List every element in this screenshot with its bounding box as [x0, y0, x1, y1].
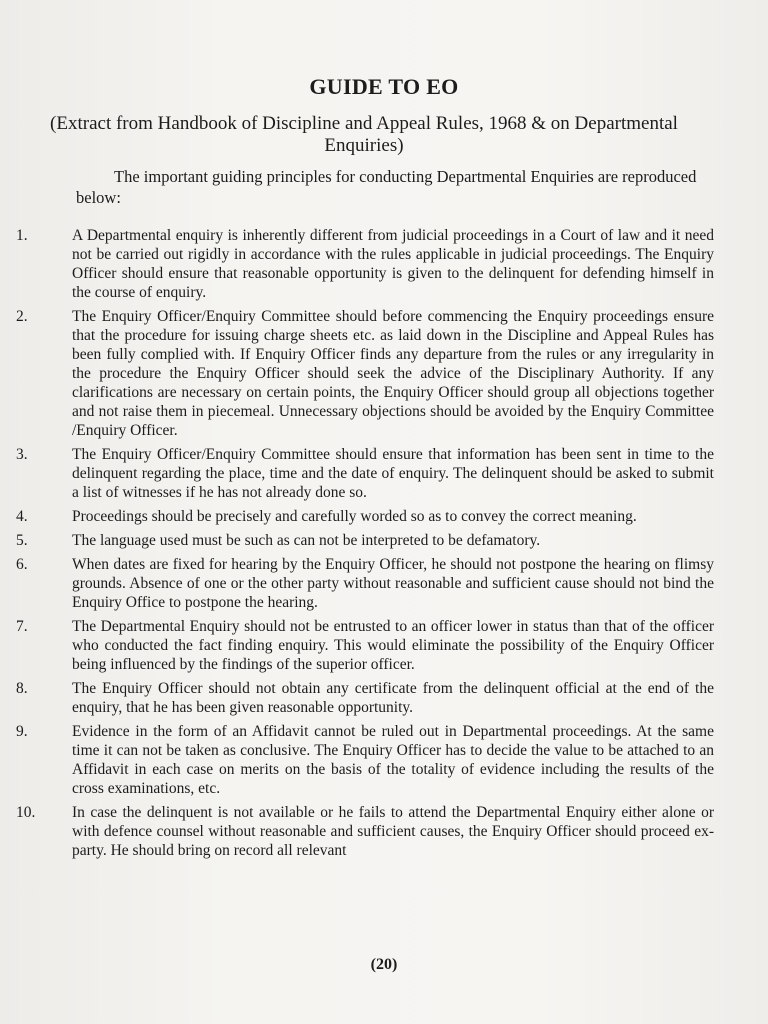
item-text: Evidence in the form of an Affidavit cannot be ruled out in Departmental proceedings. At the same time it can not be taken as conclusive. The Enquiry Officer has to decide the value to be attached to an Affidavit in each case on merits on the basis of the totality of evidence including the results of the cross examinations, etc.: [72, 723, 714, 797]
page-number: (20): [370, 956, 398, 973]
item-text: When dates are fixed for hearing by the Enquiry Officer, he should not postpone the hearing on flimsy grounds. Absence of one or the other party without reasonable and sufficient cause should not bind the Enquiry Office to postpone the hearing.: [72, 556, 714, 611]
item-number: 7.: [16, 618, 28, 635]
intro-paragraph: The important guiding principles for conducting Departmental Enquiries are reproduced below:: [76, 167, 697, 207]
item-text: The Enquiry Officer/Enquiry Committee should before commencing the Enquiry proceedings ensure that the procedure for issuing charge sheets etc. as laid down in the Discipline and Appeal Rules has been fully complied with. If Enquiry Officer finds any departure from the rules or any irregularity in the procedure the Enquiry Officer should seek the advice of the Disciplinary Authority. If any clarifications are necessary on certain points, the Enquiry Officer should group all objections together and not raise them in piecemeal. Unnecessary objections should be avoided by the Enquiry Committee /Enquiry Officer.: [72, 308, 714, 439]
item-number: 4.: [16, 508, 28, 525]
item-text: The Enquiry Officer/Enquiry Committee should ensure that information has been sent in time to the delinquent regarding the place, time and the date of enquiry. The delinquent should be asked to submit a list of witnesses if he has not already done so.: [72, 446, 714, 501]
list-item: [0, 307, 768, 440]
item-number: 3.: [16, 446, 28, 463]
item-number: 6.: [16, 556, 28, 573]
item-number: 9.: [16, 723, 28, 740]
item-text: The Departmental Enquiry should not be entrusted to an officer lower in status than that of the officer who conducted the fact finding enquiry. This would eliminate the possibility of the Enquiry Officer being influenced by the findings of the superior officer.: [72, 618, 714, 673]
guidelines-list: [0, 226, 768, 865]
list-item: [0, 531, 768, 550]
item-number: 2.: [16, 308, 28, 325]
item-text: A Departmental enquiry is inherently different from judicial proceedings in a Court of law and it need not be carried out rigidly in accordance with the rules applicable in judicial proceedings. The Enquiry Officer should ensure that reasonable opportunity is given to the delinquent for defending himself in the course of enquiry.: [72, 227, 714, 301]
item-number: 10.: [16, 804, 36, 821]
list-item: [0, 555, 768, 612]
page-title: GUIDE TO EO: [309, 74, 459, 99]
item-text: In case the delinquent is not available or he fails to attend the Departmental Enquiry either alone or with defence counsel without reasonable and sufficient causes, the Enquiry Officer should proceed ex-party. He should bring on record all relevant: [72, 804, 714, 859]
item-number: 8.: [16, 680, 28, 697]
page-subtitle: (Extract from Handbook of Discipline and Appeal Rules, 1968 & on Departmental Enquiries): [50, 113, 678, 156]
list-item: [0, 507, 768, 526]
item-text: Proceedings should be precisely and carefully worded so as to convey the correct meaning.: [72, 508, 637, 525]
item-text: The Enquiry Officer should not obtain any certificate from the delinquent official at the end of the enquiry, that he has been given reasonable opportunity.: [72, 680, 714, 716]
item-text: The language used must be such as can not be interpreted to be defamatory.: [72, 532, 541, 549]
list-item: [0, 722, 768, 798]
list-item: [0, 445, 768, 502]
item-number: 5.: [16, 532, 28, 549]
list-item: [0, 617, 768, 674]
item-number: 1.: [16, 227, 28, 244]
list-item: [0, 226, 768, 302]
list-item: [0, 803, 768, 860]
list-item: [0, 679, 768, 717]
